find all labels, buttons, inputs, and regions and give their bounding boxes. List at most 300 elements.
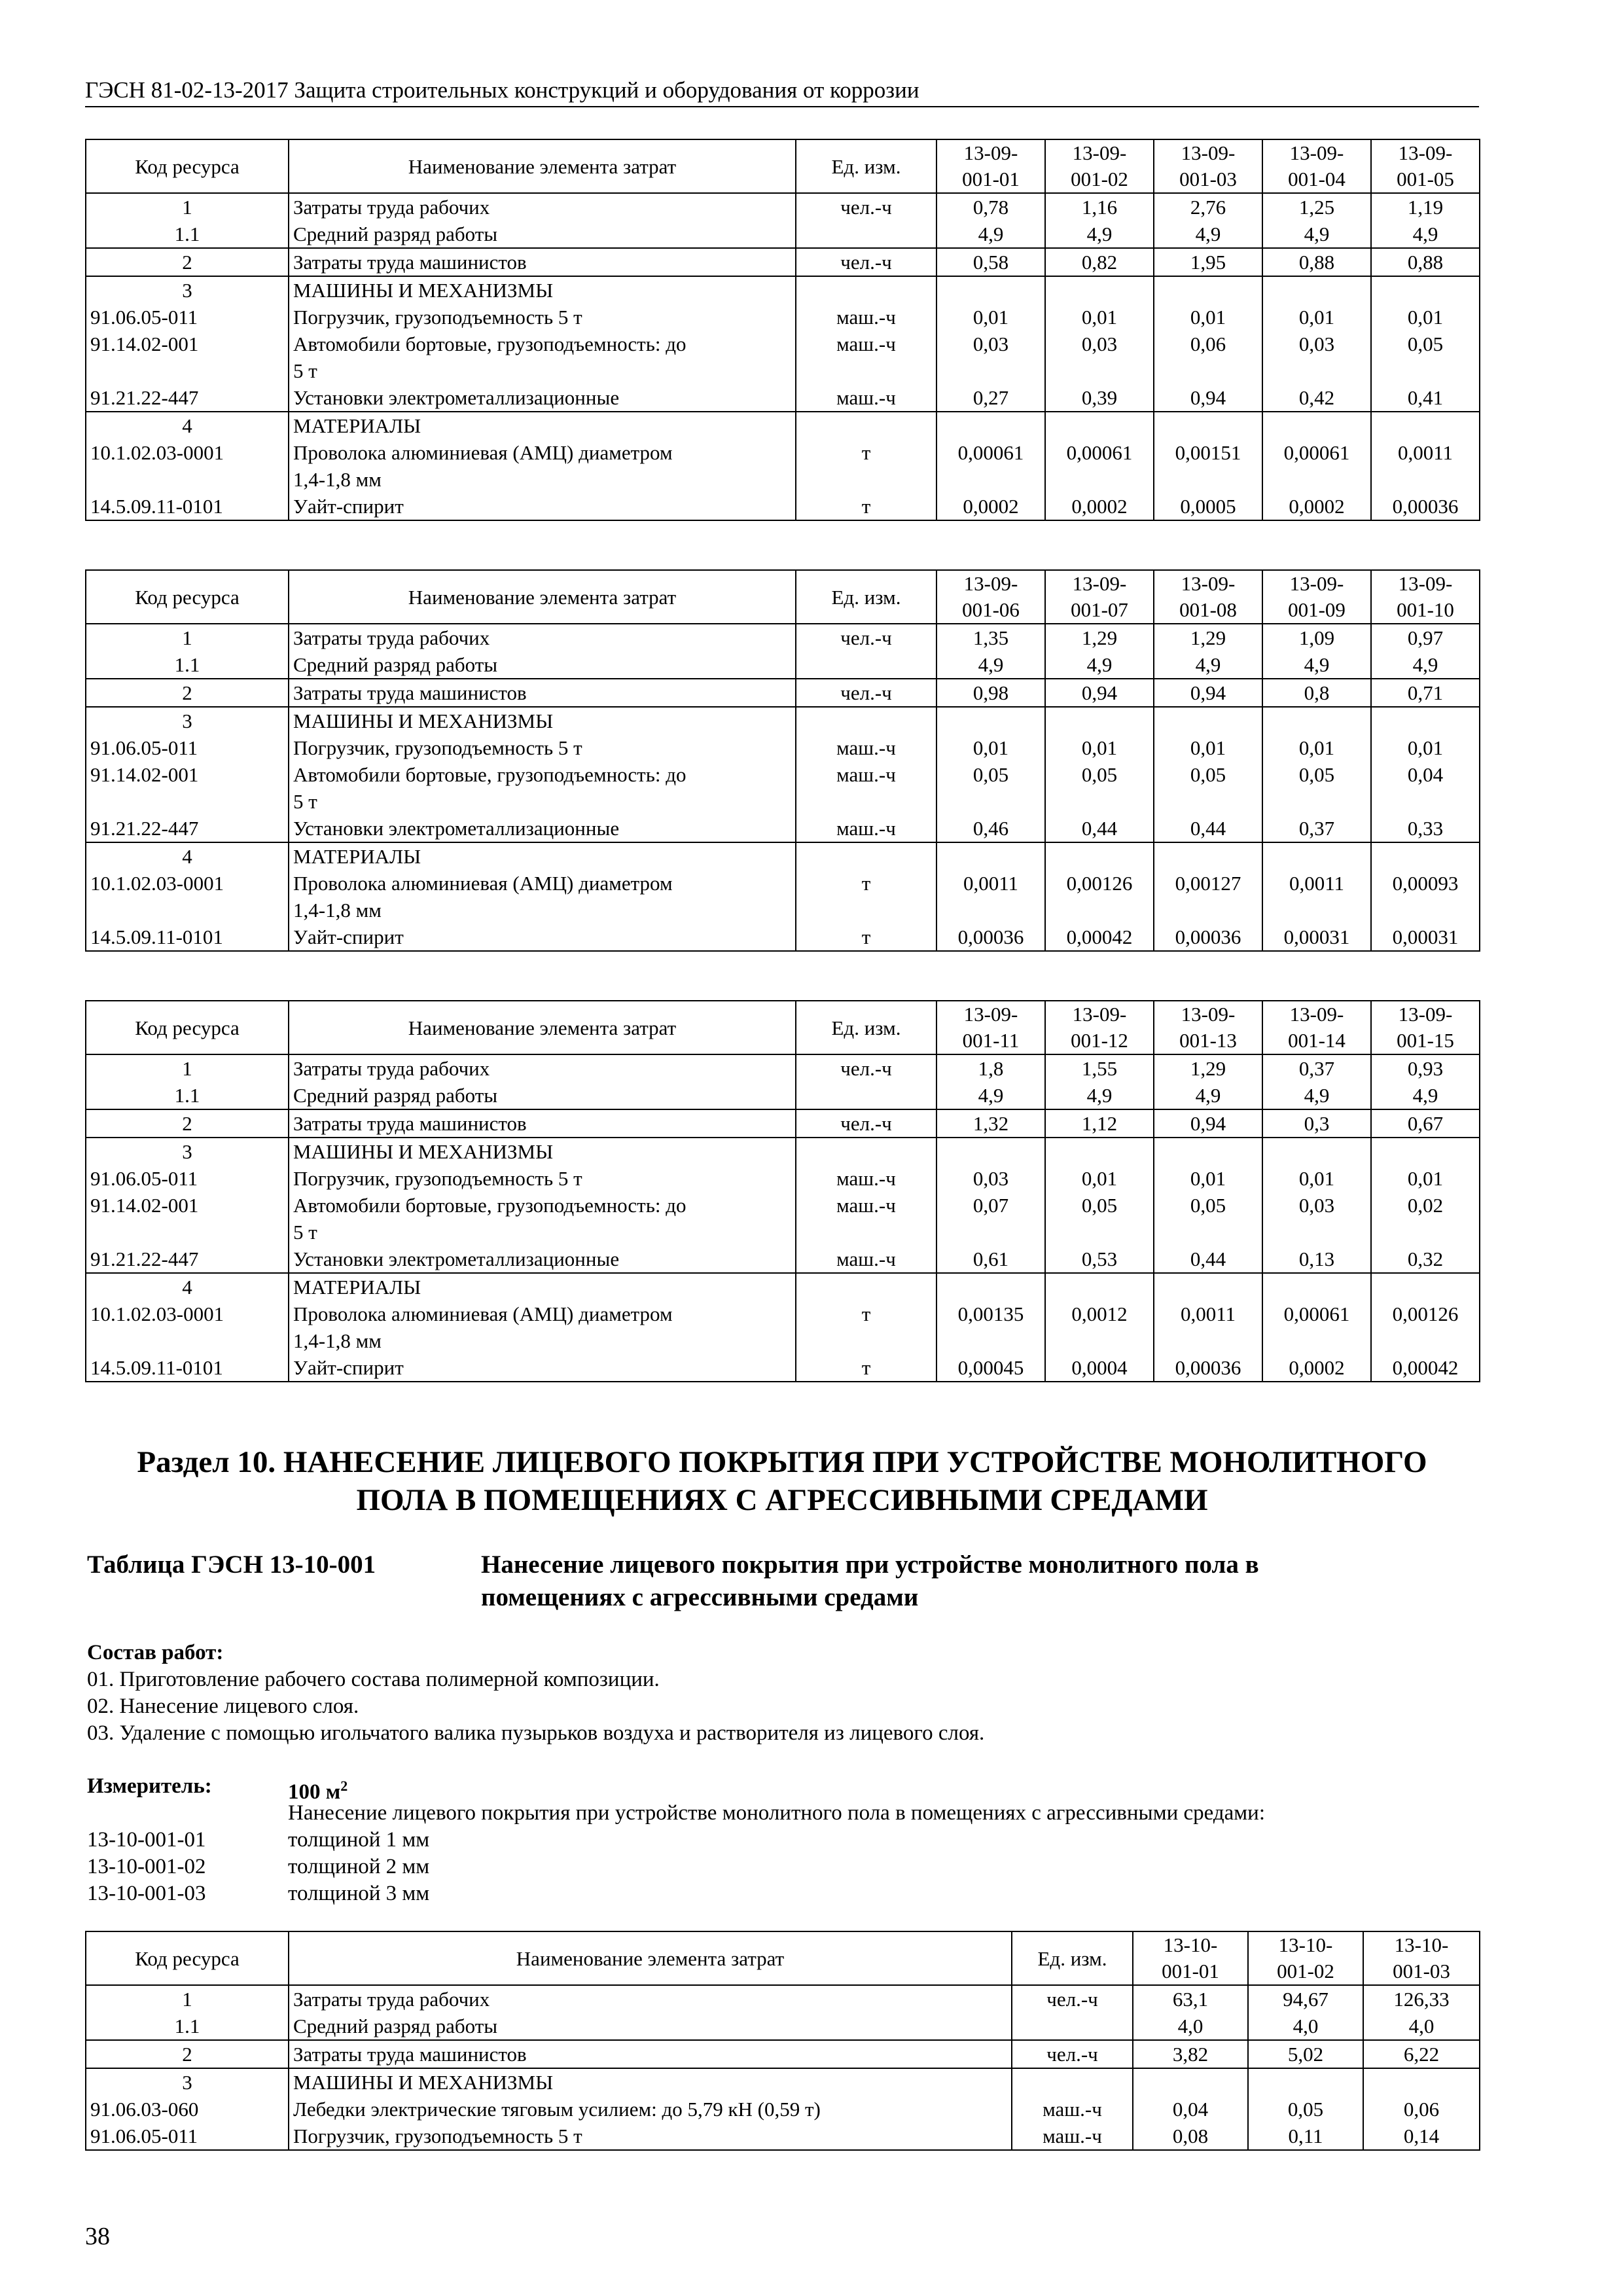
header-norm-code-line2: 001-03 xyxy=(1393,1960,1450,1982)
table-row xyxy=(86,1273,1480,1300)
table-row xyxy=(86,842,1480,870)
resource-value: 0,0012 xyxy=(1045,1300,1154,1354)
header-norm-code xyxy=(1371,139,1480,193)
resource-name-line: 1,4-1,8 мм xyxy=(293,899,382,922)
resource-value: 0,03 xyxy=(1262,1192,1371,1246)
table-row xyxy=(86,1054,1480,1082)
resource-code: 10.1.02.03-0001 xyxy=(86,439,289,493)
resource-name-line: 5 т xyxy=(293,1221,317,1244)
header-norm-code xyxy=(1154,1001,1262,1054)
resource-value: 126,33 xyxy=(1363,1985,1480,2013)
resource-name xyxy=(289,1192,796,1246)
resource-value xyxy=(1371,276,1480,304)
resource-value xyxy=(1154,412,1262,439)
resource-value: 0,88 xyxy=(1371,248,1480,276)
resource-value: 0,01 xyxy=(1045,304,1154,331)
resource-value: 4,9 xyxy=(936,221,1045,248)
header-unit: Ед. изм. xyxy=(1012,1931,1133,1985)
resource-value: 0,00135 xyxy=(936,1300,1045,1354)
header-code: Код ресурса xyxy=(86,1001,289,1054)
resource-code: 3 xyxy=(86,2068,289,2096)
header-norm-code-line2: 001-01 xyxy=(1162,1960,1219,1982)
resource-unit: чел.-ч xyxy=(796,1054,936,1082)
table-row xyxy=(86,734,1480,761)
resource-value: 4,9 xyxy=(1371,221,1480,248)
resource-code: 2 xyxy=(86,679,289,707)
resource-code: 2 xyxy=(86,1109,289,1138)
resource-value xyxy=(936,1138,1045,1165)
resource-code: 91.06.03-060 xyxy=(86,2096,289,2123)
resource-value: 1,25 xyxy=(1262,193,1371,221)
resource-value: 0,00042 xyxy=(1371,1354,1480,1382)
resource-value: 0,37 xyxy=(1262,815,1371,842)
resource-value: 0,11 xyxy=(1248,2123,1363,2150)
resource-value: 0,00036 xyxy=(936,924,1045,951)
resource-name-line: Погрузчик, грузоподъемность 5 т xyxy=(293,1167,582,1190)
resource-unit: маш.-ч xyxy=(796,815,936,842)
resource-value: 0,00031 xyxy=(1371,924,1480,951)
resource-name-line: Затраты труда рабочих xyxy=(293,196,490,219)
resource-name xyxy=(289,651,796,679)
table-header-row xyxy=(86,1931,1480,1985)
resource-value: 0,00126 xyxy=(1045,870,1154,924)
resource-value: 4,9 xyxy=(1045,1082,1154,1109)
table-header-row xyxy=(86,1001,1480,1054)
resource-value: 0,05 xyxy=(1248,2096,1363,2123)
resource-unit: т xyxy=(796,1354,936,1382)
resource-name xyxy=(289,924,796,951)
resource-value: 0,00036 xyxy=(1154,924,1262,951)
resource-value: 0,44 xyxy=(1154,1246,1262,1273)
resource-value: 4,9 xyxy=(936,1082,1045,1109)
resource-code: 91.14.02-001 xyxy=(86,761,289,815)
resource-unit xyxy=(796,1082,936,1109)
resource-value xyxy=(1154,707,1262,734)
resource-value xyxy=(1045,1273,1154,1300)
resource-value: 1,29 xyxy=(1045,624,1154,651)
variant-text: толщиной 1 мм xyxy=(288,1828,430,1852)
resource-value xyxy=(1262,842,1371,870)
resource-value: 0,00045 xyxy=(936,1354,1045,1382)
resource-name xyxy=(289,221,796,248)
variant-text: толщиной 3 мм xyxy=(288,1882,430,1905)
header-norm-code-line1: 13-09- xyxy=(963,1003,1018,1026)
header-name: Наименование элемента затрат xyxy=(289,570,796,624)
header-norm-code xyxy=(1045,139,1154,193)
resource-unit xyxy=(796,276,936,304)
resource-name-line: Затраты труда рабочих xyxy=(293,1988,490,2011)
header-norm-code xyxy=(936,1001,1045,1054)
resource-unit xyxy=(796,221,936,248)
resource-value: 0,39 xyxy=(1045,384,1154,412)
header-name: Наименование элемента затрат xyxy=(289,1931,1012,1985)
resource-value: 0,00061 xyxy=(936,439,1045,493)
resource-value: 0,00093 xyxy=(1371,870,1480,924)
resource-value: 0,00042 xyxy=(1045,924,1154,951)
resource-value xyxy=(1371,1138,1480,1165)
resource-name-line: Уайт-спирит xyxy=(293,925,404,948)
resource-value xyxy=(1371,707,1480,734)
header-norm-code xyxy=(1045,570,1154,624)
resource-unit: чел.-ч xyxy=(1012,1985,1133,2013)
table-row xyxy=(86,439,1480,493)
resource-value: 0,33 xyxy=(1371,815,1480,842)
resource-unit: чел.-ч xyxy=(796,193,936,221)
resource-name xyxy=(289,815,796,842)
resource-name xyxy=(289,761,796,815)
resource-value: 1,16 xyxy=(1045,193,1154,221)
resource-value: 0,42 xyxy=(1262,384,1371,412)
resource-code: 91.14.02-001 xyxy=(86,1192,289,1246)
resource-value: 4,0 xyxy=(1133,2013,1248,2040)
table-row xyxy=(86,493,1480,520)
header-norm-code-line1: 13-09- xyxy=(1181,572,1236,595)
resource-value: 0,37 xyxy=(1262,1054,1371,1082)
resource-value xyxy=(1045,707,1154,734)
resource-value xyxy=(936,1273,1045,1300)
resource-value xyxy=(1262,412,1371,439)
resource-name-line: Средний разряд работы xyxy=(293,2015,498,2037)
resource-value: 0,94 xyxy=(1154,1109,1262,1138)
resource-name-line: Автомобили бортовые, грузоподъемность: до xyxy=(293,332,687,355)
resource-name-line: МАШИНЫ И МЕХАНИЗМЫ xyxy=(293,2071,554,2094)
resource-value: 4,9 xyxy=(1045,221,1154,248)
resource-value: 0,27 xyxy=(936,384,1045,412)
resource-unit xyxy=(1012,2068,1133,2096)
header-norm-code-line2: 001-07 xyxy=(1071,598,1128,621)
resource-value: 3,82 xyxy=(1133,2040,1248,2068)
resource-value: 0,04 xyxy=(1371,761,1480,815)
resource-value: 0,01 xyxy=(1371,304,1480,331)
resource-code: 14.5.09.11-0101 xyxy=(86,1354,289,1382)
resource-name xyxy=(289,1300,796,1354)
table-row xyxy=(86,2013,1480,2040)
table-description-line2: помещениях с агрессивными средами xyxy=(481,1583,919,1611)
resource-unit: маш.-ч xyxy=(796,761,936,815)
header-norm-code-line2: 001-13 xyxy=(1179,1029,1237,1052)
resource-name-line: 1,4-1,8 мм xyxy=(293,1329,382,1352)
resource-name xyxy=(289,2096,1012,2123)
resource-name xyxy=(289,870,796,924)
resource-value: 0,67 xyxy=(1371,1109,1480,1138)
table-row xyxy=(86,412,1480,439)
resource-value: 0,0004 xyxy=(1045,1354,1154,1382)
table-row xyxy=(86,1300,1480,1354)
resource-unit: чел.-ч xyxy=(1012,2040,1133,2068)
resource-name-line: Автомобили бортовые, грузоподъемность: до xyxy=(293,763,687,786)
table-row xyxy=(86,276,1480,304)
header-norm-code-line2: 001-08 xyxy=(1179,598,1237,621)
resource-value: 0,00151 xyxy=(1154,439,1262,493)
resource-name xyxy=(289,384,796,412)
resource-unit: маш.-ч xyxy=(796,734,936,761)
resource-code: 1 xyxy=(86,624,289,651)
resource-code: 10.1.02.03-0001 xyxy=(86,1300,289,1354)
resource-name-line: Погрузчик, грузоподъемность 5 т xyxy=(293,306,582,329)
resource-unit: маш.-ч xyxy=(796,384,936,412)
resource-code: 4 xyxy=(86,842,289,870)
table-row xyxy=(86,2096,1480,2123)
resource-name xyxy=(289,734,796,761)
resource-value xyxy=(1133,2068,1248,2096)
table-row xyxy=(86,1246,1480,1273)
header-norm-code-line1: 13-09- xyxy=(1289,1003,1344,1026)
table-row xyxy=(86,1109,1480,1138)
resource-value xyxy=(1262,707,1371,734)
resource-value: 4,0 xyxy=(1248,2013,1363,2040)
resource-name-line: Погрузчик, грузоподъемность 5 т xyxy=(293,736,582,759)
table-row xyxy=(86,1354,1480,1382)
resource-value: 0,0002 xyxy=(936,493,1045,520)
resource-table-4 xyxy=(85,1931,1480,2151)
resource-code: 2 xyxy=(86,248,289,276)
resource-value xyxy=(1371,842,1480,870)
header-norm-code-line1: 13-09- xyxy=(1398,1003,1453,1026)
resource-name xyxy=(289,193,796,221)
header-norm-code xyxy=(1262,570,1371,624)
resource-name-line: Проволока алюминиевая (АМЦ) диаметром xyxy=(293,1302,673,1325)
variant-text: толщиной 2 мм xyxy=(288,1855,430,1878)
resource-name-line: Средний разряд работы xyxy=(293,653,498,676)
resource-unit xyxy=(796,707,936,734)
table-row xyxy=(86,651,1480,679)
resource-value: 0,61 xyxy=(936,1246,1045,1273)
header-norm-code-line1: 13-10- xyxy=(1278,1933,1333,1956)
resource-value: 0,88 xyxy=(1262,248,1371,276)
resource-name-line: 5 т xyxy=(293,790,317,813)
resource-name-line: МАТЕРИАЛЫ xyxy=(293,1276,421,1299)
table-row xyxy=(86,815,1480,842)
header-norm-code-line1: 13-09- xyxy=(1072,1003,1127,1026)
resource-value: 1,32 xyxy=(936,1109,1045,1138)
resource-value: 0,00127 xyxy=(1154,870,1262,924)
resource-name-line: МАШИНЫ И МЕХАНИЗМЫ xyxy=(293,279,554,302)
measure-value-sup: 2 xyxy=(340,1778,348,1794)
resource-name-line: Затраты труда машинистов xyxy=(293,1112,527,1135)
variant-code: 13-10-001-03 xyxy=(87,1882,206,1905)
resource-value: 0,0002 xyxy=(1045,493,1154,520)
measure-label: Измеритель: xyxy=(87,1774,212,1798)
resource-name xyxy=(289,2068,1012,2096)
resource-unit xyxy=(796,412,936,439)
header-norm-code-line1: 13-09- xyxy=(1181,141,1236,164)
resource-name xyxy=(289,1985,1012,2013)
variant-code: 13-10-001-01 xyxy=(87,1828,206,1852)
resource-value xyxy=(1262,1138,1371,1165)
composition-item: 03. Удаление с помощью игольчатого валика пузырьков воздуха и растворителя из лицевого слоя. xyxy=(87,1721,985,1745)
resource-value: 0,00036 xyxy=(1154,1354,1262,1382)
resource-code: 2 xyxy=(86,2040,289,2068)
resource-value xyxy=(1371,1273,1480,1300)
resource-code: 1 xyxy=(86,1985,289,2013)
resource-name-line: МАШИНЫ И МЕХАНИЗМЫ xyxy=(293,1140,554,1163)
header-norm-code-line1: 13-09- xyxy=(1289,572,1344,595)
resource-value xyxy=(1371,412,1480,439)
resource-name xyxy=(289,2123,1012,2150)
header-code: Код ресурса xyxy=(86,1931,289,1985)
table-row xyxy=(86,1165,1480,1192)
resource-value: 0,01 xyxy=(1262,304,1371,331)
resource-name-line: 5 т xyxy=(293,359,317,382)
table-row xyxy=(86,707,1480,734)
section-title-line1: Раздел 10. НАНЕСЕНИЕ ЛИЦЕВОГО ПОКРЫТИЯ ПРИ УСТРОЙСТВЕ МОНОЛИТНОГО xyxy=(137,1445,1427,1479)
resource-name xyxy=(289,1138,796,1165)
table-header-row xyxy=(86,139,1480,193)
resource-value: 4,9 xyxy=(1262,1082,1371,1109)
resource-unit: т xyxy=(796,1300,936,1354)
resource-value: 0,03 xyxy=(936,1165,1045,1192)
resource-value: 0,05 xyxy=(1371,331,1480,384)
resource-value xyxy=(1045,412,1154,439)
resource-value: 0,03 xyxy=(1262,331,1371,384)
header-norm-code-line1: 13-09- xyxy=(1072,572,1127,595)
resource-name-line: Проволока алюминиевая (АМЦ) диаметром xyxy=(293,872,673,895)
header-norm-code-line2: 001-14 xyxy=(1288,1029,1346,1052)
resource-value: 1,09 xyxy=(1262,624,1371,651)
resource-value xyxy=(1154,842,1262,870)
resource-unit: маш.-ч xyxy=(796,1192,936,1246)
section-title-line2: ПОЛА В ПОМЕЩЕНИЯХ С АГРЕССИВНЫМИ СРЕДАМИ xyxy=(356,1483,1208,1517)
resource-name-line: 1,4-1,8 мм xyxy=(293,468,382,491)
resource-value: 0,0011 xyxy=(1371,439,1480,493)
header-name: Наименование элемента затрат xyxy=(289,1001,796,1054)
header-code: Код ресурса xyxy=(86,570,289,624)
resource-unit: чел.-ч xyxy=(796,679,936,707)
resource-value xyxy=(1248,2068,1363,2096)
resource-value: 94,67 xyxy=(1248,1985,1363,2013)
resource-name xyxy=(289,412,796,439)
resource-name xyxy=(289,276,796,304)
resource-value: 0,04 xyxy=(1133,2096,1248,2123)
resource-code: 91.21.22-447 xyxy=(86,1246,289,1273)
page-number: 38 xyxy=(85,2223,110,2250)
table-row xyxy=(86,2040,1480,2068)
page-header: ГЭСН 81-02-13-2017 Защита строительных конструкций и оборудования от коррозии xyxy=(85,77,1479,107)
resource-unit: маш.-ч xyxy=(796,1165,936,1192)
resource-unit: т xyxy=(796,493,936,520)
resource-name-line: Проволока алюминиевая (АМЦ) диаметром xyxy=(293,441,673,464)
table-row xyxy=(86,1985,1480,2013)
resource-value: 0,44 xyxy=(1045,815,1154,842)
resource-code: 91.06.05-011 xyxy=(86,304,289,331)
resource-value: 5,02 xyxy=(1248,2040,1363,2068)
resource-value: 0,97 xyxy=(1371,624,1480,651)
resource-value: 0,02 xyxy=(1371,1192,1480,1246)
resource-value: 2,76 xyxy=(1154,193,1262,221)
resource-value xyxy=(936,276,1045,304)
resource-value: 0,41 xyxy=(1371,384,1480,412)
table-row xyxy=(86,679,1480,707)
header-norm-code-line1: 13-10- xyxy=(1163,1933,1218,1956)
header-unit: Ед. изм. xyxy=(796,1001,936,1054)
resource-value xyxy=(936,707,1045,734)
table-label: Таблица ГЭСН 13-10-001 xyxy=(87,1551,376,1579)
resource-value: 4,9 xyxy=(1154,1082,1262,1109)
resource-value: 0,8 xyxy=(1262,679,1371,707)
header-norm-code-line2: 001-02 xyxy=(1277,1960,1334,1982)
resource-name xyxy=(289,439,796,493)
resource-name-line: Затраты труда рабочих xyxy=(293,626,490,649)
resource-value: 0,14 xyxy=(1363,2123,1480,2150)
header-code: Код ресурса xyxy=(86,139,289,193)
resource-name-line: Установки электрометаллизационные xyxy=(293,817,620,840)
header-norm-code-line1: 13-09- xyxy=(963,141,1018,164)
table-row xyxy=(86,331,1480,384)
resource-code: 1 xyxy=(86,1054,289,1082)
header-norm-code-line2: 001-01 xyxy=(962,168,1020,190)
resource-name-line: Установки электрометаллизационные xyxy=(293,386,620,409)
resource-value: 0,06 xyxy=(1154,331,1262,384)
composition-item: 01. Приготовление рабочего состава полимерной композиции. xyxy=(87,1668,660,1691)
resource-value: 1,19 xyxy=(1371,193,1480,221)
resource-value: 0,01 xyxy=(1371,1165,1480,1192)
resource-code: 10.1.02.03-0001 xyxy=(86,870,289,924)
resource-value: 6,22 xyxy=(1363,2040,1480,2068)
measure-description: Нанесение лицевого покрытия при устройстве монолитного пола в помещениях с агрессивными средами: xyxy=(288,1801,1265,1825)
resource-unit: чел.-ч xyxy=(796,1109,936,1138)
resource-name-line: МАТЕРИАЛЫ xyxy=(293,414,421,437)
resource-value: 0,01 xyxy=(1371,734,1480,761)
variant-code: 13-10-001-02 xyxy=(87,1855,206,1878)
header-norm-code xyxy=(1133,1931,1248,1985)
resource-code: 14.5.09.11-0101 xyxy=(86,493,289,520)
header-norm-code xyxy=(936,570,1045,624)
resource-value: 0,46 xyxy=(936,815,1045,842)
resource-code: 1.1 xyxy=(86,1082,289,1109)
resource-value xyxy=(1154,1273,1262,1300)
header-norm-code-line2: 001-15 xyxy=(1397,1029,1454,1052)
resource-value xyxy=(936,412,1045,439)
resource-value: 0,94 xyxy=(1154,384,1262,412)
resource-value: 4,9 xyxy=(1262,221,1371,248)
header-norm-code-line2: 001-04 xyxy=(1288,168,1346,190)
resource-name xyxy=(289,624,796,651)
resource-table-2 xyxy=(85,569,1480,952)
resource-value xyxy=(1363,2068,1480,2096)
table-row xyxy=(86,1192,1480,1246)
resource-name xyxy=(289,1246,796,1273)
resource-unit: маш.-ч xyxy=(796,304,936,331)
resource-code: 1.1 xyxy=(86,2013,289,2040)
resource-value: 0,01 xyxy=(1045,1165,1154,1192)
resource-code: 1.1 xyxy=(86,651,289,679)
resource-name xyxy=(289,1054,796,1082)
header-norm-code xyxy=(936,139,1045,193)
resource-value: 4,9 xyxy=(1045,651,1154,679)
resource-name xyxy=(289,2013,1012,2040)
section-title xyxy=(85,1443,1479,1519)
resource-value: 0,00061 xyxy=(1262,439,1371,493)
resource-value: 0,82 xyxy=(1045,248,1154,276)
resource-value: 0,78 xyxy=(936,193,1045,221)
resource-code: 3 xyxy=(86,1138,289,1165)
resource-value: 1,29 xyxy=(1154,1054,1262,1082)
resource-value: 0,05 xyxy=(1154,761,1262,815)
resource-name-line: Средний разряд работы xyxy=(293,1084,498,1107)
header-norm-code-line1: 13-09- xyxy=(1181,1003,1236,1026)
resource-value: 0,03 xyxy=(936,331,1045,384)
resource-value: 0,01 xyxy=(1154,304,1262,331)
resource-value: 4,9 xyxy=(1262,651,1371,679)
resource-name xyxy=(289,493,796,520)
header-norm-code xyxy=(1248,1931,1363,1985)
resource-value xyxy=(936,842,1045,870)
resource-value: 0,01 xyxy=(1154,1165,1262,1192)
resource-value xyxy=(1045,276,1154,304)
resource-table-1 xyxy=(85,139,1480,521)
header-norm-code-line2: 001-03 xyxy=(1179,168,1237,190)
resource-value: 0,0011 xyxy=(1262,870,1371,924)
